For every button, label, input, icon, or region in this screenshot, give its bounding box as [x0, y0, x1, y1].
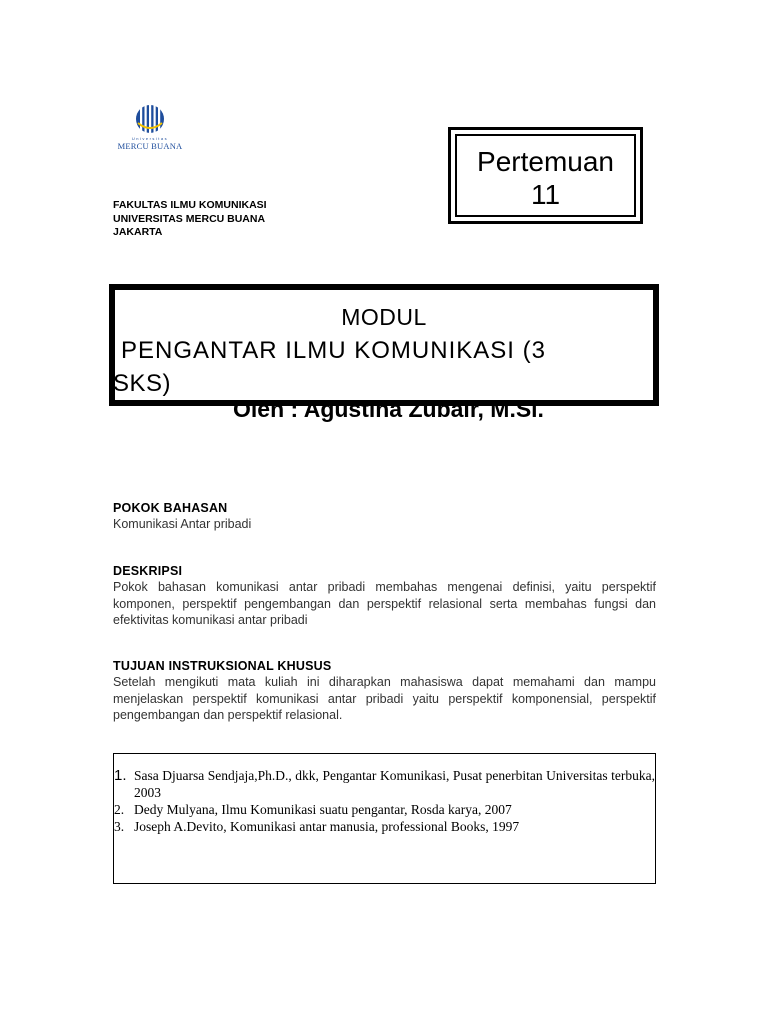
- reference-text: Dedy Mulyana, Ilmu Komunikasi suatu pengantar, Rosda karya, 2007: [134, 802, 512, 817]
- meeting-box: [448, 127, 643, 224]
- reference-number: 1.: [114, 767, 127, 784]
- module-sks: SKS): [113, 370, 172, 397]
- section-body: Pokok bahasan komunikasi antar pribadi membahas mengenai definisi, yaitu perspektif komponen, perspektif pengembangan dan perspektif relasional serta membahas fungsi dan efektivitas komunikasi antar pribadi: [113, 580, 656, 627]
- section-body: Setelah mengikuti mata kuliah ini diharapkan mahasiswa dapat memahami dan mampu menjelaskan perspektif komunikasi antar pribadi yaitu perspektif komponensial, perspektif pengembangan dan perspektif relasional.: [113, 675, 656, 722]
- logo-subtitle: Universitas: [131, 136, 169, 141]
- section-heading: DESKRIPSI: [113, 564, 183, 578]
- section-heading: TUJUAN INSTRUKSIONAL KHUSUS: [113, 659, 332, 673]
- module-title: PENGANTAR ILMU KOMUNIKASI (3: [121, 337, 546, 364]
- university-logo: [110, 103, 190, 155]
- reference-box: [113, 753, 656, 884]
- university-name: UNIVERSITAS MERCU BUANA: [113, 212, 266, 225]
- section-body: Komunikasi Antar pribadi: [113, 517, 252, 531]
- section-tujuan: [113, 658, 656, 724]
- reference-text: Sasa Djuarsa Sendjaja,Ph.D., dkk, Pengantar Komunikasi, Pusat penerbitan Universitas terbuka, 2003: [134, 768, 655, 800]
- meeting-number: 11: [530, 179, 561, 210]
- reference-text: Joseph A.Devito, Komunikasi antar manusia, professional Books, 1997: [134, 819, 520, 834]
- section-deskripsi: [113, 563, 656, 629]
- city-name: JAKARTA: [113, 226, 163, 238]
- reference-number: 3.: [114, 819, 125, 834]
- reference-number: 2.: [114, 802, 125, 817]
- author-line: Oleh : Agustina Zubair, M.Si.: [233, 396, 544, 422]
- faculty-header: [113, 199, 267, 240]
- logo-name: MERCU BUANA: [117, 141, 183, 151]
- section-pokok-bahasan: [113, 500, 656, 533]
- module-title-box: [109, 284, 659, 406]
- meeting-label: Pertemuan: [477, 146, 614, 177]
- faculty-name: FAKULTAS ILMU KOMUNIKASI: [113, 199, 267, 211]
- module-label: MODUL: [341, 304, 427, 330]
- section-heading: POKOK BAHASAN: [113, 501, 228, 515]
- mercu-buana-logo-icon: [135, 103, 165, 135]
